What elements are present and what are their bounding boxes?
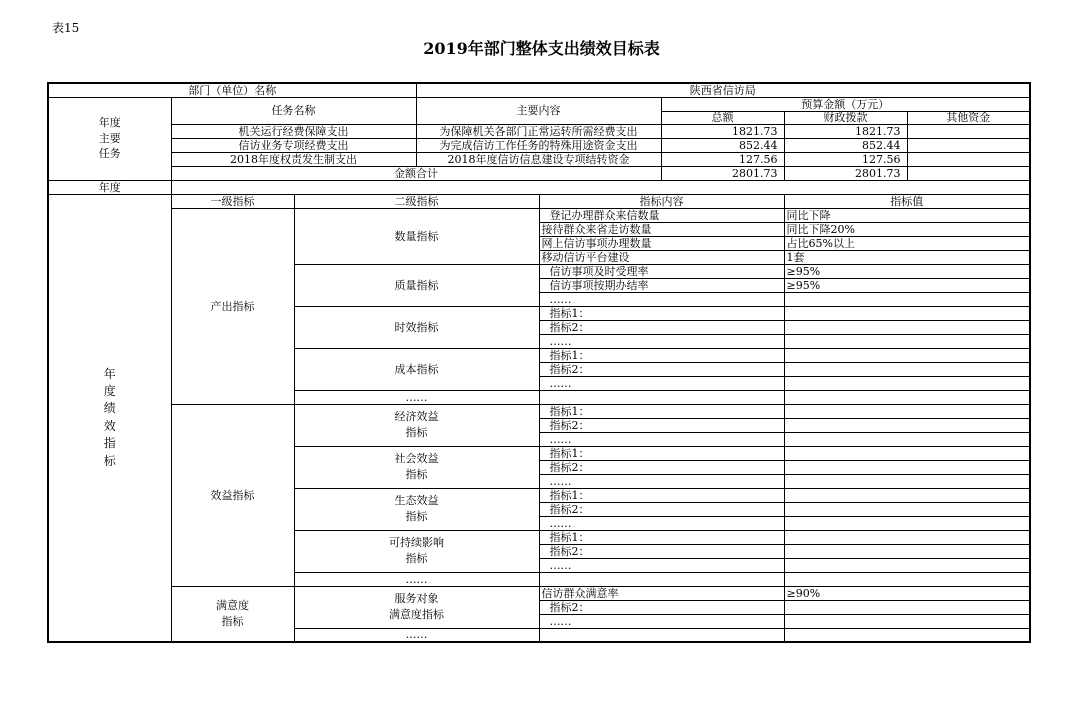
indicator-ellipsis: ……	[539, 474, 784, 488]
task-total: 127.56	[661, 152, 784, 166]
indicator-content: 指标1：	[539, 530, 784, 544]
indicator-value: 同比下降20%	[784, 222, 1030, 236]
social-indicator-label: 社会效益 指标	[294, 446, 539, 488]
indicator-value	[784, 544, 1030, 558]
indicator-value	[784, 600, 1030, 614]
task-content-header: 主要内容	[416, 97, 661, 124]
task-fiscal: 127.56	[784, 152, 907, 166]
task-total: 1821.73	[661, 124, 784, 138]
task-fiscal: 1821.73	[784, 124, 907, 138]
sustainability-indicator-label: 可持续影响 指标	[294, 530, 539, 572]
task-row	[48, 138, 1030, 152]
indicator-value: ≥95%	[784, 278, 1030, 292]
indicator-value	[784, 334, 1030, 348]
indicator-value: ≥90%	[784, 586, 1030, 600]
task-total: 852.44	[661, 138, 784, 152]
dept-row	[48, 83, 1030, 97]
indicator-content: 指标2：	[539, 600, 784, 614]
level2-ellipsis: ……	[294, 390, 539, 404]
task-row	[48, 124, 1030, 138]
budget-total-header: 总额	[661, 111, 784, 124]
level1-header: 一级指标	[171, 194, 294, 208]
dept-label: 部门（单位）名称	[48, 83, 416, 97]
indicator-ellipsis: ……	[539, 376, 784, 390]
indicator-ellipsis: ……	[539, 432, 784, 446]
indicator-value	[784, 446, 1030, 460]
indicator-value	[784, 460, 1030, 474]
indicator-value	[784, 572, 1030, 586]
indicator-content: 指标1：	[539, 488, 784, 502]
indicator-ellipsis: ……	[539, 558, 784, 572]
indicators-section-label: 年 度 绩 效 指 标	[48, 194, 171, 642]
satisfaction-indicator-label: 满意度 指标	[171, 586, 294, 642]
indicator-content	[539, 390, 784, 404]
dept-value: 陕西省信访局	[416, 83, 1030, 97]
indicator-value: 同比下降	[784, 208, 1030, 222]
task-sum-row	[48, 166, 1030, 180]
indicator-value	[784, 306, 1030, 320]
indicator-content: 移动信访平台建设	[539, 250, 784, 264]
indicator-content: 指标2：	[539, 544, 784, 558]
quantity-indicator-label: 数量指标	[294, 208, 539, 264]
indicator-content: 信访事项及时受理率	[539, 264, 784, 278]
indicator-content	[539, 628, 784, 642]
indicator-content: 指标2：	[539, 362, 784, 376]
budget-fiscal-header: 财政拨款	[784, 111, 907, 124]
value-header: 指标值	[784, 194, 1030, 208]
indicator-ellipsis: ……	[539, 292, 784, 306]
ecological-indicator-label: 生态效益 指标	[294, 488, 539, 530]
task-content: 为保障机关各部门正常运转所需经费支出	[416, 124, 661, 138]
content-header: 指标内容	[539, 194, 784, 208]
table-number: 表15	[52, 21, 80, 35]
cost-indicator-label: 成本指标	[294, 348, 539, 390]
indicator-value	[784, 362, 1030, 376]
indicator-value	[784, 348, 1030, 362]
indicator-content: 指标2：	[539, 418, 784, 432]
task-other	[907, 138, 1030, 152]
service-satisfaction-label: 服务对象 满意度指标	[294, 586, 539, 628]
indicator-content: 指标2：	[539, 320, 784, 334]
indicator-value	[784, 530, 1030, 544]
indicator-value	[784, 614, 1030, 628]
indicator-value: 1套	[784, 250, 1030, 264]
task-name: 2018年度权责发生制支出	[171, 152, 416, 166]
task-fiscal: 852.44	[784, 138, 907, 152]
task-content: 2018年度信访信息建设专项结转资金	[416, 152, 661, 166]
indicator-value	[784, 292, 1030, 306]
indicator-content: 登记办理群众来信数量	[539, 208, 784, 222]
performance-table	[47, 82, 1031, 643]
indicator-content: 指标2：	[539, 502, 784, 516]
sum-total: 2801.73	[661, 166, 784, 180]
indicator-content: 信访事项按期办结率	[539, 278, 784, 292]
indicator-value	[784, 418, 1030, 432]
task-other	[907, 152, 1030, 166]
sum-fiscal: 2801.73	[784, 166, 907, 180]
indicator-content: 信访群众满意率	[539, 586, 784, 600]
benefit-indicator-label: 效益指标	[171, 404, 294, 586]
sum-label: 金额合计	[171, 166, 661, 180]
indicator-content: 指标1：	[539, 348, 784, 362]
budget-other-header: 其他资金	[907, 111, 1030, 124]
indicator-value	[784, 404, 1030, 418]
task-name-header: 任务名称	[171, 97, 416, 124]
task-name: 信访业务专项经费支出	[171, 138, 416, 152]
task-row	[48, 152, 1030, 166]
task-name: 机关运行经费保障支出	[171, 124, 416, 138]
indicator-content: 网上信访事项办理数量	[539, 236, 784, 250]
indicator-value: 占比65%以上	[784, 236, 1030, 250]
indicator-value	[784, 474, 1030, 488]
indicator-content: 指标1：	[539, 306, 784, 320]
page-title: 2019年部门整体支出绩效目标表	[423, 39, 660, 58]
indicator-ellipsis: ……	[539, 516, 784, 530]
indicator-content	[539, 572, 784, 586]
timeliness-indicator-label: 时效指标	[294, 306, 539, 348]
indicator-value	[784, 558, 1030, 572]
indicator-value	[784, 516, 1030, 530]
indicator-ellipsis: ……	[539, 334, 784, 348]
indicator-value	[784, 502, 1030, 516]
task-content: 为完成信访工作任务的特殊用途资金支出	[416, 138, 661, 152]
task-other	[907, 124, 1030, 138]
indicator-content: 指标1：	[539, 446, 784, 460]
quality-indicator-label: 质量指标	[294, 264, 539, 306]
indicator-value	[784, 628, 1030, 642]
economic-indicator-label: 经济效益 指标	[294, 404, 539, 446]
level2-ellipsis: ……	[294, 572, 539, 586]
indicator-content: 指标1：	[539, 404, 784, 418]
year-label: 年度	[48, 180, 171, 194]
indicator-content: 接待群众来省走访数量	[539, 222, 784, 236]
indicator-content: 指标2：	[539, 460, 784, 474]
indicator-value	[784, 376, 1030, 390]
sum-other	[907, 166, 1030, 180]
indicator-ellipsis: ……	[539, 614, 784, 628]
level2-header: 二级指标	[294, 194, 539, 208]
year-row	[48, 180, 1030, 194]
indicator-value: ≥95%	[784, 264, 1030, 278]
indicator-value	[784, 320, 1030, 334]
level2-ellipsis: ……	[294, 628, 539, 642]
output-indicator-label: 产出指标	[171, 208, 294, 404]
indicator-value	[784, 488, 1030, 502]
tasks-section-label: 年度 主要 任务	[48, 97, 171, 180]
indicator-value	[784, 390, 1030, 404]
budget-header: 预算金额（万元）	[661, 97, 1030, 111]
year-value	[171, 180, 1030, 194]
indicator-value	[784, 432, 1030, 446]
